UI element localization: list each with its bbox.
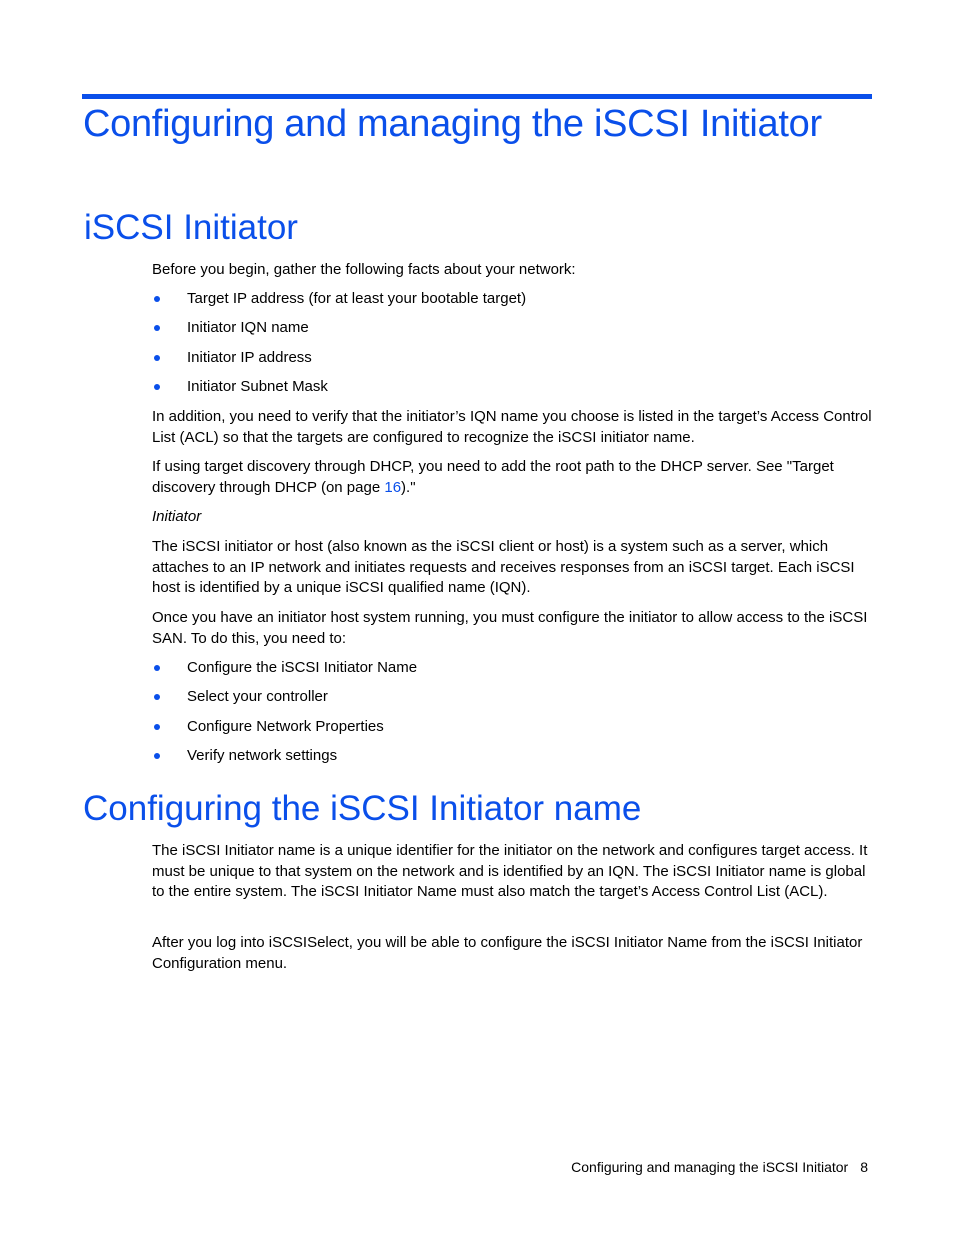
bullet-icon [154,753,160,759]
bullet-icon [154,325,160,331]
page-link[interactable]: 16 [384,478,402,496]
bullet-icon [154,724,160,730]
bullet-icon [154,384,160,390]
list-item [152,687,877,716]
section-iscsi-initiator-body [152,260,877,281]
list-item-text: Select your controller [187,688,328,706]
iscsiselect-paragraph: After you log into iSCSISelect, you will be able to configure the iSCSI Initiator Name from the iSCSI Initiator Configuration menu. [152,934,863,972]
list-item-text: Target IP address (for at least your bootable target) [187,290,527,307]
definition-paragraph: The iSCSI initiator or host (also known as the iSCSI client or host) is a system such as a server, which attaches to an IP network and initiates requests and receives responses from an iSCSI target. Each iSCSI host is identified by a unique iSCSI qualified name (IQN). [152,538,855,596]
todo-block [152,608,877,649]
iscsiselect-block [152,933,877,974]
page-footer [571,1159,868,1175]
list-item [152,377,877,406]
list-item [152,318,877,347]
facts-list [152,289,877,407]
definition-block [152,537,877,599]
term-block [152,507,877,528]
term-heading: Initiator [152,508,202,525]
chapter-title: Configuring and managing the iSCSI Initiator [83,103,822,145]
list-item [152,717,877,746]
list-item [152,746,877,775]
list-item-text: Configure the iSCSI Initiator Name [187,659,418,676]
dhcp-text-after: )." [401,478,416,496]
list-item [152,658,877,687]
dhcp-block [152,457,877,498]
list-item-text: Configure Network Properties [187,717,384,735]
initiator-name-paragraph: The iSCSI Initiator name is a unique identifier for the initiator on the network and configures target access. It must be unique to that system on the network and is identified by an IQN. The iSCSI Initiator name is global to the entire system. The iSCSI Initiator Name must also match the target’s Access Control List (ACL). [152,842,868,900]
todo-intro-paragraph: Once you have an initiator host system running, you must configure the initiator to allow access to the iSCSI SAN. To do this, you need to: [152,609,868,647]
list-item-text: Verify network settings [187,747,338,765]
steps-list [152,658,877,776]
list-item [152,289,877,318]
acl-block [152,407,877,448]
intro-paragraph: Before you begin, gather the following facts about your network: [152,261,576,278]
bullet-icon [154,694,160,700]
list-item-text: Initiator Subnet Mask [187,378,328,396]
dhcp-paragraph [152,457,877,498]
bullet-icon [154,665,160,671]
page-number: 8 [860,1159,868,1175]
bullet-icon [154,355,160,361]
section-title-configuring-initiator-name: Configuring the iSCSI Initiator name [83,789,642,828]
chapter-rule [82,94,872,99]
section-title-iscsi-initiator: iSCSI Initiator [84,208,298,247]
footer-title: Configuring and managing the iSCSI Initiator [571,1159,849,1175]
dhcp-text-before: If using target discovery through DHCP, you need to add the root path to the DHCP server. See "Target discovery through DHCP (on page [152,458,834,496]
list-item-text: Initiator IQN name [187,319,309,337]
bullet-icon [154,296,160,302]
section-initiator-name-body [152,841,877,903]
list-item-text: Initiator IP address [187,348,312,366]
acl-paragraph: In addition, you need to verify that the initiator’s IQN name you choose is listed in the target’s Access Control List (ACL) so that the targets are configured to recognize the iSCSI initiator name. [152,408,872,446]
list-item [152,348,877,377]
